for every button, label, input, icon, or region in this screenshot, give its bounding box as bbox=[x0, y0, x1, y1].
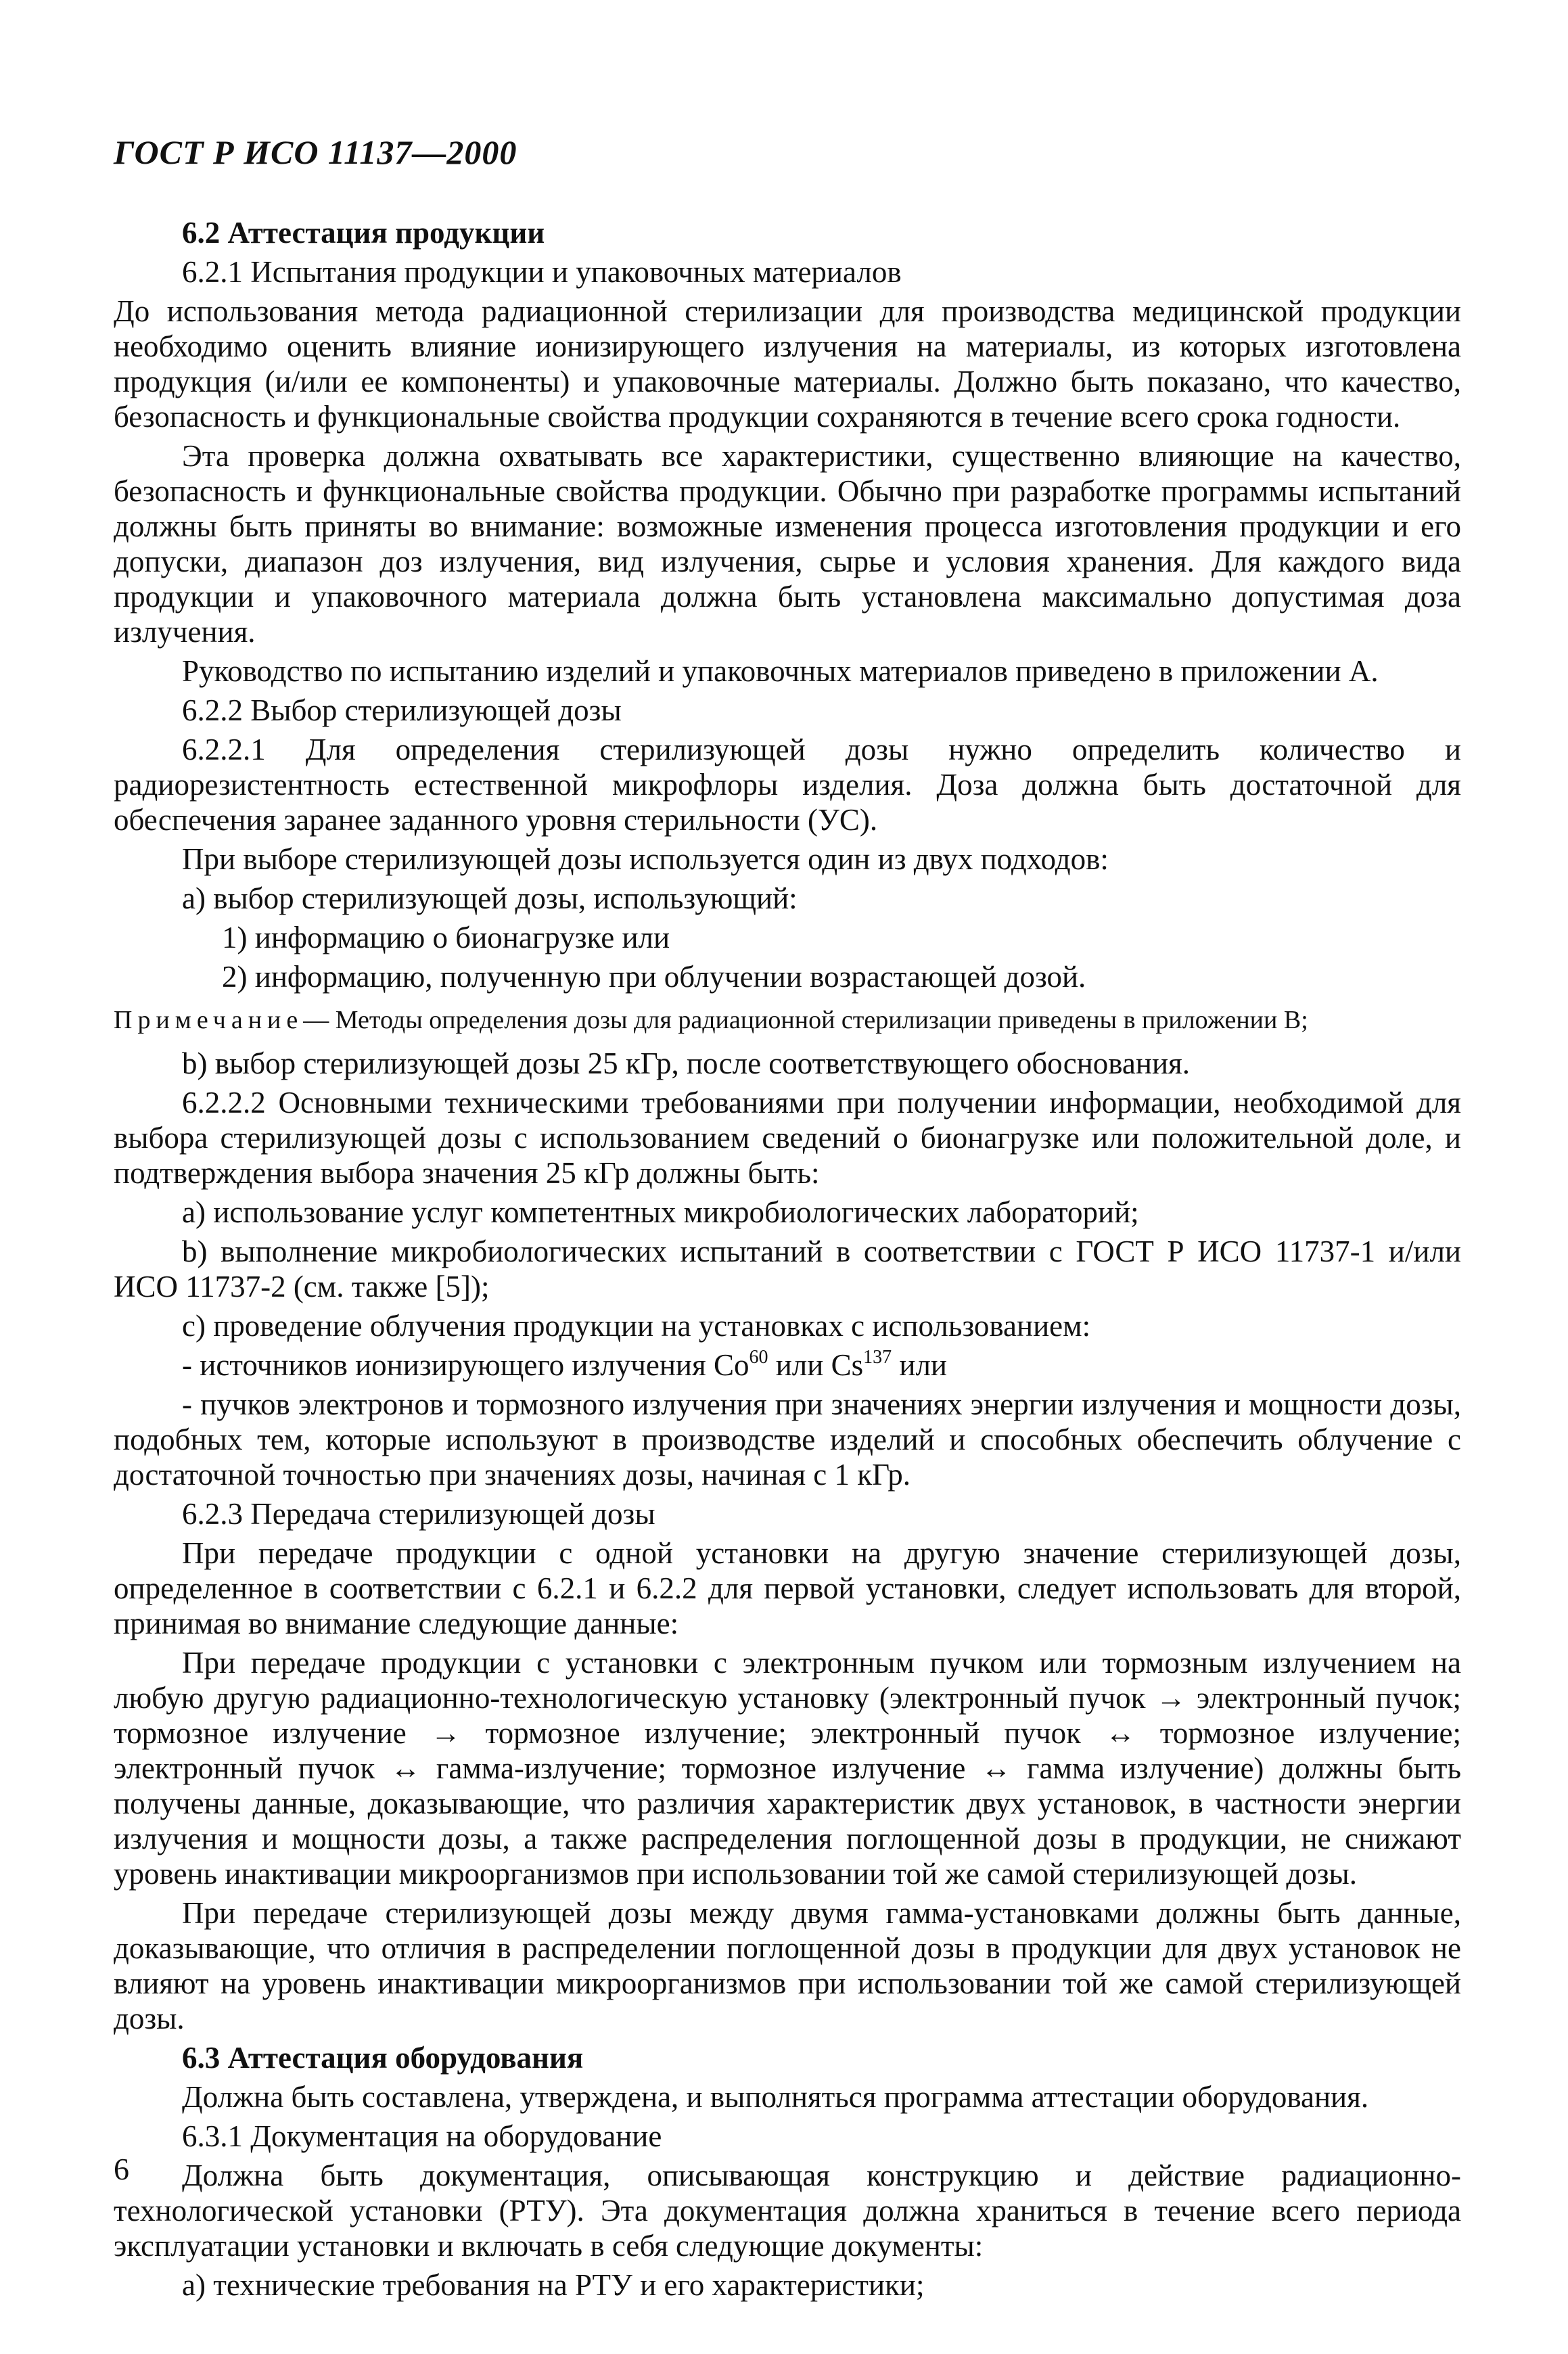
list-item: - пучков электронов и тормозного излучения при значениях энергии излучения и мощности дозы, подобных тем, которые используют в производстве изделий и способных обеспечить облучение с достаточной точностью при значениях дозы, начиная с 1 кГр. bbox=[114, 1387, 1461, 1492]
paragraph: При передаче продукции с установки с электронным пучком или тормозным излучением на любую другую радиационно-технологическую установку (электронный пучок → электронный пучок; тормозное излучение → тормозное излучение; электронный пучок ↔ тормозное излучение; электронный пучок ↔ гамма-излучение; тормозное излучение ↔ гамма излучение) должны быть получены данные, доказывающие, что различия характеристик двух установок, в частности энергии излучения и мощности дозы, а также распределения поглощенной дозы в продукции, не снижают уровень инактивации микроорганизмов при использовании той же самой стерилизующей дозы. bbox=[114, 1646, 1461, 1891]
note-label: Примечание bbox=[114, 1006, 304, 1034]
list-item: b) выбор стерилизующей дозы 25 кГр, после соответствующего обоснования. bbox=[182, 1046, 1191, 1080]
list-item bbox=[114, 1347, 1461, 1383]
paragraph: До использования метода радиационной стерилизации для производства медицинской продукции необходимо оценить влияние ионизирующего излучения на материалы, из которых изготовлена продукция (и/или ее компоненты) и упаковочные материалы. Должно быть показано, что качество, безопасность и функциональные свойства продукции сохраняются в течение всего срока годности. bbox=[114, 294, 1461, 434]
text-span: или bbox=[892, 1348, 947, 1382]
list-item: 1) информацию о бионагрузке или bbox=[222, 921, 670, 954]
page-number: 6 bbox=[114, 2152, 129, 2186]
paragraph: Эта проверка должна охватывать все характеристики, существенно влияющие на качество, безопасность и функциональные свойства продукции. Обычно при разработке программы испытаний должны быть приняты во внимание: возможные изменения процесса изготовления продукции и его допуски, диапазон доз излучения, вид излучения, сырье и условия хранения. Для каждого вида продукции и упаковочного материала должна быть установлена максимально допустимая доза излучения. bbox=[114, 439, 1461, 649]
text-span: или Cs bbox=[768, 1348, 864, 1382]
list-item: a) использование услуг компетентных микробиологических лабораторий; bbox=[182, 1195, 1139, 1229]
paragraph: При передаче продукции с одной установки на другую значение стерилизующей дозы, определенное в соответствии с 6.2.1 и 6.2.2 для первой установки, следует использовать для второй, принимая во внимание следующие данные: bbox=[114, 1536, 1461, 1640]
note-text: — Методы определения дозы для радиационной стерилизации приведены в приложении В; bbox=[303, 1006, 1308, 1034]
paragraph: Должна быть документация, описывающая конструкцию и действие радиационно-технологической установки (РТУ). Эта документация должна храниться в течение всего периода эксплуатации установки и включать в себя следующие документы: bbox=[114, 2159, 1461, 2263]
paragraph: При выборе стерилизующей дозы используется один из двух подходов: bbox=[182, 842, 1109, 876]
list-item: a) технические требования на РТУ и его характеристики; bbox=[182, 2268, 925, 2302]
paragraph: 6.2.2.2 Основными техническими требованиями при получении информации, необходимой для выбора стерилизующей дозы с использованием сведений о бионагрузке или положительной доле, и подтверждения выбора значения 25 кГр должны быть: bbox=[114, 1086, 1461, 1190]
section-heading: 6.2 Аттестация продукции bbox=[182, 216, 545, 250]
list-item: b) выполнение микробиологических испытаний в соответствии с ГОСТ Р ИСО 11737-1 и/или ИСО 11737-2 (см. также [5]); bbox=[114, 1234, 1461, 1303]
document-body bbox=[114, 215, 1461, 2307]
note bbox=[114, 1004, 1461, 1036]
paragraph: 6.2.2.1 Для определения стерилизующей дозы нужно определить количество и радиорезистентность естественной микрофлоры изделия. Доза должна быть достаточной для обеспечения заранее заданного уровня стерильности (УС). bbox=[114, 733, 1461, 837]
section-heading: 6.3 Аттестация оборудования bbox=[182, 2041, 584, 2075]
subsection-heading: 6.2.1 Испытания продукции и упаковочных материалов bbox=[182, 255, 902, 289]
subsection-heading: 6.3.1 Документация на оборудование bbox=[182, 2119, 662, 2153]
subsection-heading: 6.2.3 Передача стерилизующей дозы bbox=[182, 1497, 655, 1531]
list-item: 2) информацию, полученную при облучении возрастающей дозой. bbox=[222, 960, 1086, 994]
list-item: c) проведение облучения продукции на установках с использованием: bbox=[182, 1309, 1091, 1343]
paragraph: При передаче стерилизующей дозы между двумя гамма-установками должны быть данные, доказывающие, что отличия в распределении поглощенной дозы в продукции для двух установок не влияют на уровень инактивации микроорганизмов при использовании той же самой стерилизующей дозы. bbox=[114, 1896, 1461, 2035]
superscript: 137 bbox=[863, 1347, 892, 1368]
document-header: ГОСТ Р ИСО 11137—2000 bbox=[114, 133, 517, 171]
paragraph: Должна быть составлена, утверждена, и выполняться программа аттестации оборудования. bbox=[182, 2080, 1369, 2114]
list-item: a) выбор стерилизующей дозы, использующий: bbox=[182, 881, 798, 915]
superscript: 60 bbox=[749, 1347, 768, 1368]
paragraph: Руководство по испытанию изделий и упаковочных материалов приведено в приложении А. bbox=[182, 654, 1379, 688]
subsection-heading: 6.2.2 Выбор стерилизующей дозы bbox=[182, 693, 622, 727]
text-span: - источников ионизирующего излучения Co bbox=[182, 1348, 750, 1382]
